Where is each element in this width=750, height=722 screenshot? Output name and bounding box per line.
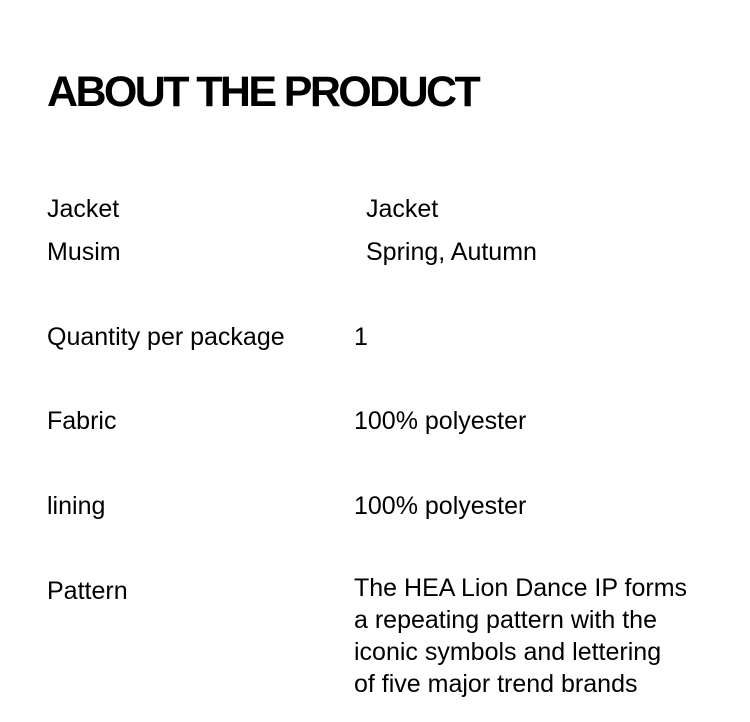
spec-value-pattern-line: iconic symbols and lettering (354, 638, 662, 666)
spec-label-type: Jacket (47, 195, 120, 223)
spec-value-pattern-line: of five major trend brands (354, 670, 638, 698)
spec-value-lining: 100% polyester (354, 492, 527, 520)
spec-value-season: Spring, Autumn (366, 238, 537, 266)
spec-label-quantity: Quantity per package (47, 323, 285, 351)
spec-value-pattern-line: The HEA Lion Dance IP forms (354, 574, 688, 602)
spec-value-fabric: 100% polyester (354, 407, 527, 435)
spec-value-type: Jacket (366, 195, 439, 223)
spec-value-pattern-line: a repeating pattern with the (354, 606, 657, 634)
spec-label-pattern: Pattern (47, 577, 128, 605)
spec-label-fabric: Fabric (47, 407, 117, 435)
spec-value-quantity: 1 (354, 323, 368, 351)
spec-label-season: Musim (47, 238, 121, 266)
page-title: ABOUT THE PRODUCT (47, 68, 479, 116)
spec-label-lining: lining (47, 492, 106, 520)
